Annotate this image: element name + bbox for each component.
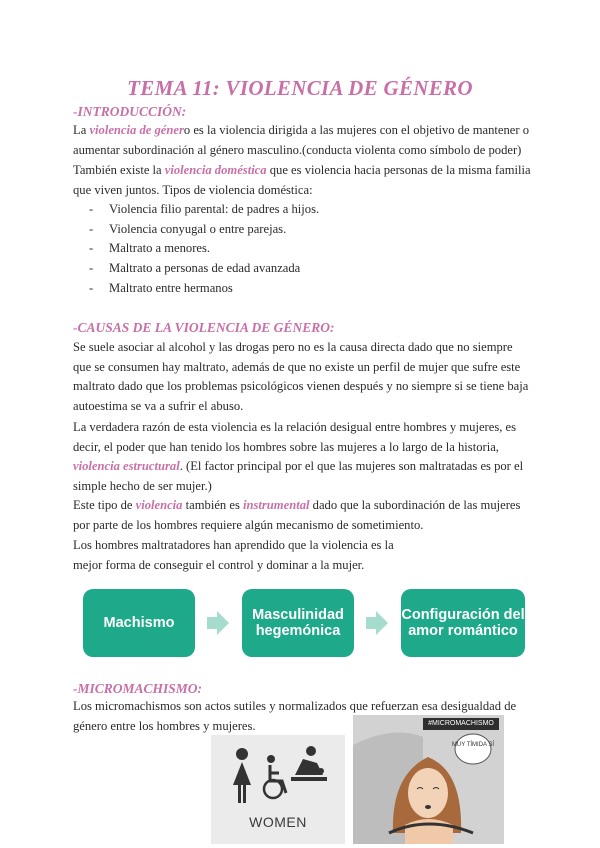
intro-p2-end: que es violencia hacia personas de la misma familia que viven juntos. Tipos de violencia doméstica: [73, 163, 531, 197]
page-title: TEMA 11: VIOLENCIA DE GÉNERO [127, 76, 473, 100]
term-violencia-domestica: violencia doméstica [164, 163, 267, 177]
list-item: - Violencia filio parental: de padres a hijos. [89, 200, 319, 220]
intro-paragraph-2 [73, 161, 533, 200]
restroom-sign-icon [211, 735, 345, 820]
causes-paragraph-1: Se suele asociar al alcohol y las drogas pero no es la causa directa dado que no siempre que se consumen hay maltrato, además de que no existe un perfil de mujer que sufre este maltrato dado que los problemas psicológicos vienen después y no siempre si se tiene baja autoestima se va a sufrir el abuso. [73, 340, 529, 414]
causes-p2-end: . (El factor principal por el que las mujeres son maltratadas es por el simple hecho de ser mujer.) [73, 459, 524, 494]
women-sign-label: WOMEN [249, 814, 307, 830]
intro-p1-start: La [73, 123, 90, 137]
causes-flow-diagram [80, 589, 526, 657]
list-item: - Violencia conyugal o entre parejas. [89, 220, 319, 240]
section-heading-introduccion: -INTRODUCCIÓN: [73, 104, 187, 119]
causes-paragraph-4-line-1: Los hombres maltratadores han aprendido que la violencia es la [73, 538, 394, 552]
micromachismo-cartoon-image [353, 715, 504, 844]
list-item: - Maltrato a personas de edad avanzada [89, 259, 319, 279]
section-heading-causas: -CAUSAS DE LA VIOLENCIA DE GÉNERO: [73, 320, 335, 335]
intro-p2-start: También existe la [73, 163, 165, 177]
term-violencia-de-genero: violencia de géner [89, 123, 184, 137]
causes-paragraph-4-line-2: mejor forma de conseguir el control y dominar a la mujer. [73, 558, 365, 572]
causes-paragraph-2 [73, 418, 533, 497]
causes-p3-b: también es [182, 498, 243, 512]
intro-p1-end: o es la violencia dirigida a las mujeres con el objetivo de mantener o aumentar subordinación al género masculino.(conducta violenta como símbolo de poder) [73, 123, 530, 157]
woman-driving-illustration-icon [353, 715, 504, 844]
intro-paragraph-1 [73, 121, 533, 160]
flow-step-masculinidad-hegemonica: Masculinidad hegemónica [242, 589, 354, 657]
domestic-violence-types-list [89, 200, 319, 299]
list-item: - Maltrato a menores. [89, 239, 319, 259]
flow-step-machismo: Machismo [83, 589, 195, 657]
cartoon-hashtag: #MICROMACHISMO [423, 718, 499, 730]
term-instrumental: instrumental [243, 498, 310, 512]
term-violencia: violencia [135, 498, 183, 512]
causes-p3-a: Este tipo de [73, 498, 136, 512]
women-restroom-sign-image [211, 735, 345, 844]
cartoon-bubble-text: MUY TÍMIDA SÍ [451, 742, 495, 748]
term-violencia-estructural: violencia estructural [73, 459, 180, 474]
list-item: - Maltrato entre hermanos [89, 279, 319, 299]
section-heading-micromachismo: -MICROMACHISMO: [73, 681, 203, 696]
causes-paragraph-3 [73, 496, 533, 535]
flow-step-amor-romantico: Configuración del amor romántico [401, 589, 525, 657]
causes-p2-start: La verdadera razón de esta violencia es la relación desigual entre hombres y mujeres, es decir, el poder que han tenido los hombres sobre las mujeres a lo largo de la historia, [73, 420, 517, 454]
micro-paragraph-1: Los micromachismos son actos sutiles y normalizados que refuerzan esa desigualdad de género entre los hombres y mujeres. [73, 699, 517, 733]
causes-p3-c: dado que la subordinación de las mujeres por parte de los hombres requiere algún mecanismo de sometimiento. [73, 498, 521, 532]
